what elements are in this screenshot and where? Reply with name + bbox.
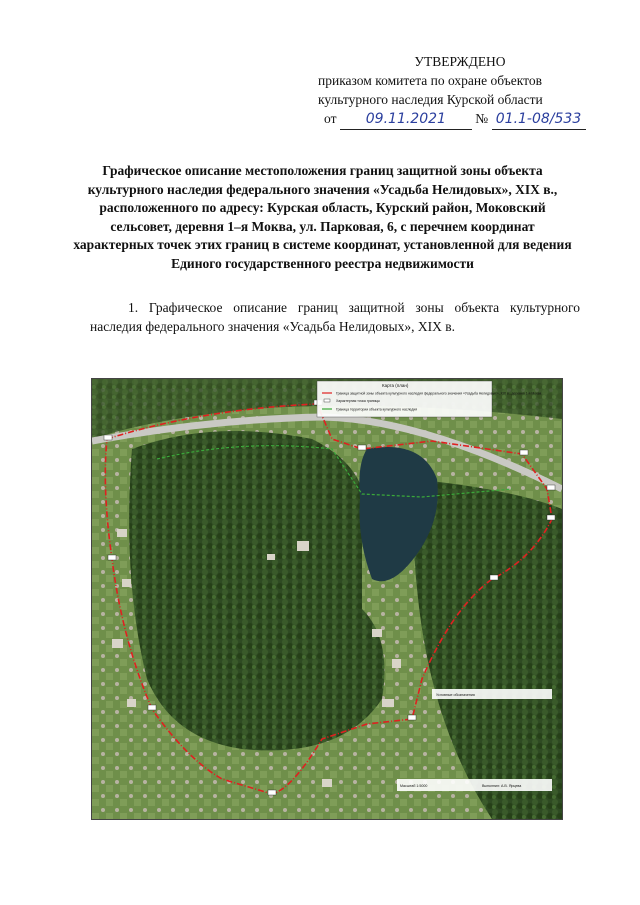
- document-heading: Графическое описание местоположения границ защитной зоны объекта культурного наследия федерального значения «Усадьба Нелидовых», XIX в., расположенного по адресу: Курская область, Курский район, Моковский сельсовет, деревня 1–я Моква, ул. Парковая, 6, с перечнем координат характерных точек этих границ в системе координат, установленной для ведения Единого государственного реестра недвижимости: [73, 163, 572, 271]
- legend-title: Карта (план): [382, 383, 409, 388]
- legend-item-3: Граница территории объекта культурного наследия: [336, 407, 418, 412]
- satellite-map: [92, 379, 562, 819]
- legend-misc: Условные обозначения: [436, 693, 475, 697]
- number-value: 01.1-08/533: [495, 111, 582, 127]
- map-author-label: Выполнил: А.В. Ярцева: [482, 784, 522, 788]
- approval-line-1: приказом комитета по охране объектов: [318, 73, 542, 88]
- approval-block: [300, 52, 600, 129]
- section-1-paragraph: 1. Графическое описание границ защитной зоны объекта культурного наследия федерального значения «Усадьба Нелидовых», XIX в.: [90, 300, 580, 334]
- approval-title: УТВЕРЖДЕНО: [414, 54, 506, 69]
- number-prefix: №: [475, 111, 489, 126]
- legend-item-1: Граница защитной зоны объекта культурного наследия федерального значения «Усадьба Нелидовых», XIX в., деревня 1-я Моква: [336, 391, 542, 396]
- date-value: 09.11.2021: [365, 111, 446, 127]
- number-field: [492, 109, 586, 130]
- map-scale-label: Масштаб 1:5000: [400, 784, 428, 788]
- map-image: [91, 378, 563, 820]
- date-prefix: от: [324, 111, 337, 126]
- legend-item-2: Характерная точка границы: [336, 399, 380, 403]
- approval-date-number-row: [300, 109, 600, 129]
- forest-area: [129, 431, 384, 750]
- date-field: [340, 109, 472, 130]
- approval-line-2: культурного наследия Курской области: [318, 92, 543, 107]
